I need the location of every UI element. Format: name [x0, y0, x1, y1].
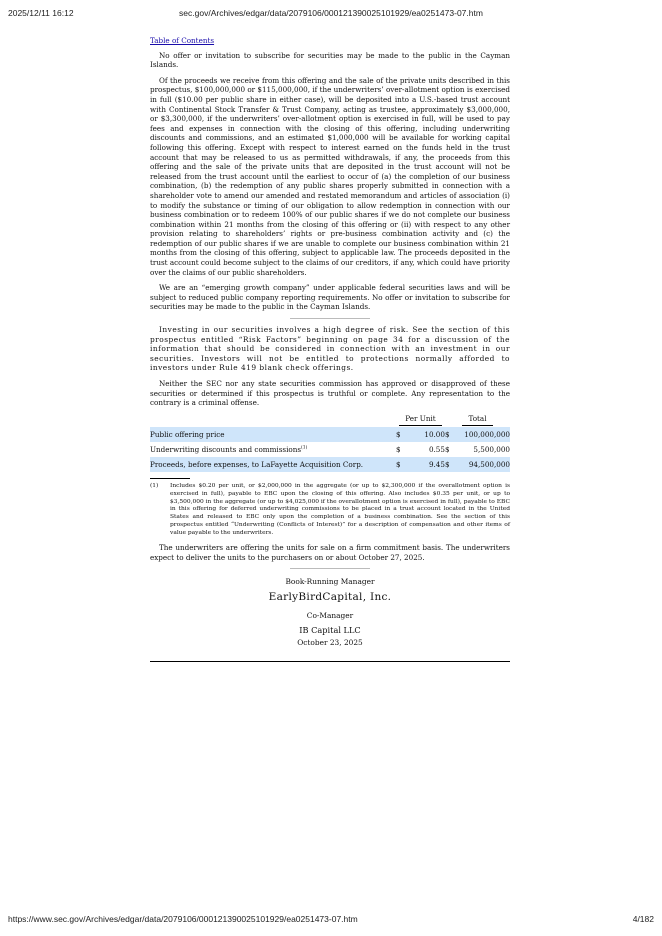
- prospectus-date: October 23, 2025: [297, 637, 363, 647]
- firm-commitment-paragraph: The underwriters are offering the units for sale on a firm commitment basis. The underwriters expect to deliver the units to the purchasers on or about October 27, 2025.: [150, 543, 510, 562]
- row-label: Public offering price: [150, 427, 396, 442]
- footnote-mark: (1): [150, 483, 159, 490]
- currency-symbol: $: [396, 445, 401, 455]
- page-end-rule: [150, 661, 510, 662]
- total-header: Total: [462, 414, 492, 427]
- currency-symbol: $: [445, 427, 455, 442]
- total-value: 100,000,000: [455, 427, 510, 442]
- underwriters-block: [150, 577, 510, 647]
- currency-symbol: $: [396, 427, 406, 442]
- print-header-url: sec.gov/Archives/edgar/data/2079106/000121390025101929/ea0251473-07.htm: [179, 8, 483, 18]
- risk-factors-paragraph: Investing in our securities involves a high degree of risk. See the section of this prospectus entitled “Risk Factors” beginning on page 34 for a discussion of the information that should be considered in connection with an investment in our securities. Investors will not be entitled to protections normally afforded to investors under Rule 419 blank check offerings.: [150, 325, 510, 373]
- footnote-reference: (1): [301, 445, 308, 451]
- book-running-label: Book-Running Manager: [285, 577, 375, 587]
- proceeds-trust-paragraph: Of the proceeds we receive from this offering and the sale of the private units described in this prospectus, $100,000,000 or $115,000,000, if the underwriters’ over-allotment option is exercised in full ($10.00 per public share in either case), will be deposited into a U.S.-based trust account with Continental Stock Transfer & Trust Company, acting as trustee, approximately $3,000,000, or $3,300,000, if the underwriters’ over-allotment option is exercised in full, will be used to pay fees and expenses in connection with the closing of this offering, including underwriting discounts and commissions, and an estimated $1,000,000 will be available for working capital following this offering. Except with respect to interest earned on the funds held in the trust account that may be released to us as permitted withdrawals, if any, the proceeds from this offering and the sale of the private units that are deposited in the trust account will not be released from the trust account until the earliest to occur of (a) the completion of our business combination, (b) the redemption of any public shares properly submitted in connection with a shareholder vote to amend our amended and restated memorandum and articles of association (i) to modify the substance or timing of our obligation to allow redemption in connection with our business combination or to redeem 100% of our public shares if we do not complete our business combination within 21 months from the closing of this offering or (ii) with respect to any other provision relating to shareholders’ rights or pre-business combination activity and (c) the redemption of our public shares if we are unable to complete our business combination within 21 months from the closing of this offering, subject to applicable law. The proceeds deposited in the trust account could become subject to the claims of our creditors, if any, which could have priority over the claims of our public shareholders.: [150, 75, 510, 277]
- footnote: [150, 483, 510, 537]
- cayman-offer-paragraph: No offer or invitation to subscribe for securities may be made to the public in the Cayman Islands.: [150, 50, 510, 70]
- row-label: Underwriting discounts and commissions$^{(1)}$: [150, 445, 308, 455]
- per-unit-value: 10.00: [406, 427, 445, 442]
- emerging-growth-paragraph: We are an “emerging growth company” under applicable federal securities laws and will be subject to reduced public company reporting requirements. No offer or invitation to subscribe for securities may be made to the public in the Cayman Islands.: [150, 283, 510, 312]
- print-datetime: 2025/12/11 16:12: [8, 8, 74, 18]
- table-of-contents-link[interactable]: Table of Contents: [150, 36, 215, 45]
- row-label: Proceeds, before expenses, to LaFayette Acquisition Corp.: [150, 457, 396, 472]
- section-divider: [290, 318, 370, 319]
- total-value: 94,500,000: [455, 457, 510, 472]
- co-manager-label: Co-Manager: [306, 610, 354, 620]
- footnote-divider: [150, 478, 190, 479]
- currency-symbol: $: [396, 457, 406, 472]
- currency-symbol: $: [444, 445, 450, 455]
- section-divider: [290, 568, 370, 569]
- book-running-manager: EarlyBirdCapital, Inc.: [268, 591, 392, 604]
- co-manager-name: IB Capital LLC: [299, 625, 361, 636]
- table-row: [150, 427, 510, 442]
- pricing-table: [150, 414, 510, 473]
- print-footer: [8, 914, 654, 928]
- document-page: [150, 36, 510, 662]
- page-number: 4/182: [632, 914, 654, 924]
- print-footer-url: https://www.sec.gov/Archives/edgar/data/2079106/000121390025101929/ea0251473-07.htm: [8, 914, 358, 924]
- per-unit-value: 9.45: [406, 457, 445, 472]
- currency-symbol: $: [445, 457, 455, 472]
- table-row: [150, 442, 510, 457]
- table-row: [150, 457, 510, 472]
- per-unit-value: 0.55: [428, 445, 445, 455]
- sec-disclaimer-paragraph: Neither the SEC nor any state securities commission has approved or disapproved of these securities or determined if this prospectus is truthful or complete. Any representation to the contrary is a criminal offense.: [150, 379, 510, 408]
- per-unit-header: Per Unit: [399, 414, 441, 427]
- print-header: [8, 8, 654, 22]
- total-value: 5,500,000: [473, 445, 510, 455]
- footnote-text: Includes $0.20 per unit, or $2,000,000 in the aggregate (or up to $2,300,000 if the overallotment option is exercised in full), payable to EBC upon the closing of this offering. Also includes $0.35 per unit, or up to $3,500,000 in the aggregate (or up to $4,025,000 if the overallotment option is exercised in full), payable to EBC in this offering for deferred underwriting commissions to be placed in a trust account located in the United States and released to EBC only upon the completion of a business combination. See the section of this prospectus entitled “Underwriting (Conflicts of Interest)” for a description of compensation and other items of value payable to the underwriters.: [170, 483, 510, 536]
- pricing-table-header: [150, 414, 510, 428]
